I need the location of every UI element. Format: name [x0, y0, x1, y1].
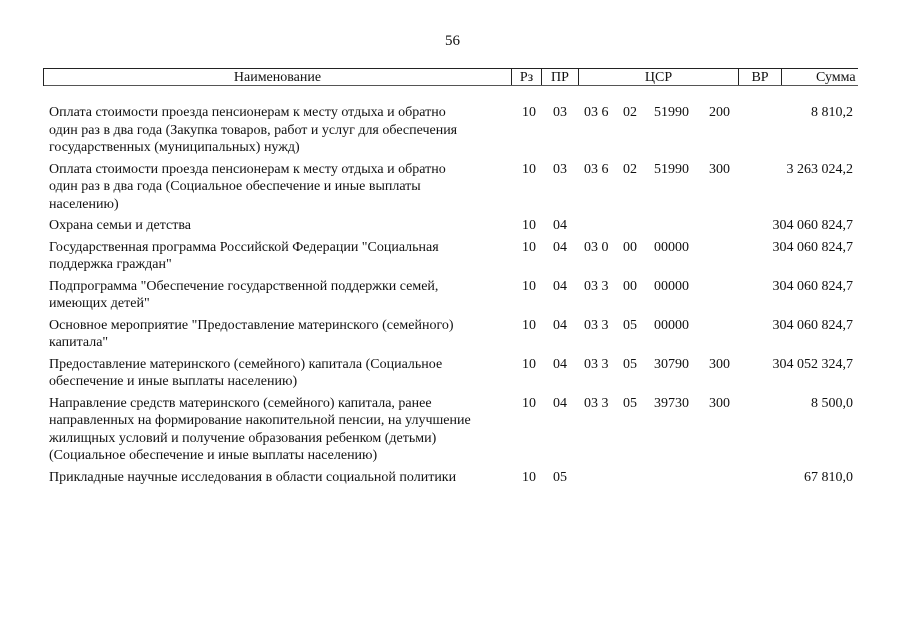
row-csr-event: 00 — [623, 278, 637, 294]
header-sum: Сумма — [816, 70, 856, 85]
row-sum: 3 263 024,2 — [786, 161, 853, 177]
table-row — [0, 317, 905, 352]
row-rz: 10 — [522, 161, 536, 177]
row-csr-program: 03 0 — [584, 239, 609, 255]
table-row — [0, 217, 905, 235]
row-csr-program: 03 3 — [584, 356, 609, 372]
row-csr-event: 05 — [623, 395, 637, 411]
row-csr-program: 03 3 — [584, 395, 609, 411]
row-pr: 04 — [553, 356, 567, 372]
row-name: Основное мероприятие "Предоставление материнского (семейного) капитала" — [49, 317, 454, 350]
row-name: Подпрограмма "Обеспечение государственной поддержки семей, имеющих детей" — [49, 278, 439, 311]
row-csr-event: 05 — [623, 317, 637, 333]
row-csr-direction: 39730 — [654, 395, 689, 411]
row-csr-program: 03 6 — [584, 105, 609, 120]
row-csr-event: 00 — [623, 239, 637, 255]
table-row — [0, 278, 905, 313]
row-name: Оплата стоимости проезда пенсионерам к месту отдыха и обратно один раз в два года (Закупка товаров, работ и услуг для обеспечения государственных (муниципальных) нужд) — [49, 105, 458, 155]
row-pr: 05 — [553, 469, 567, 485]
row-name: Прикладные научные исследования в области социальной политики — [49, 469, 457, 485]
row-name: Оплата стоимости проезда пенсионерам к месту отдыха и обратно один раз в два года (Социальное обеспечение и иные выплаты населению) — [49, 161, 446, 212]
row-pr: 04 — [553, 239, 567, 255]
row-name: Государственная программа Российской Федерации "Социальная поддержка граждан" — [49, 239, 439, 272]
row-vr: 300 — [709, 395, 730, 411]
row-rz: 10 — [522, 395, 536, 411]
row-csr-event: 05 — [623, 356, 637, 372]
row-rz: 10 — [522, 218, 536, 233]
header-csr: ЦСР — [579, 69, 739, 86]
row-csr-program: 03 3 — [584, 317, 609, 333]
row-csr-direction: 00000 — [654, 278, 689, 294]
row-csr-program: 03 3 — [584, 278, 609, 294]
row-name: Предоставление материнского (семейного) капитала (Социальное обеспечение и иные выплаты населению) — [49, 356, 443, 389]
row-csr-direction: 51990 — [654, 105, 689, 120]
row-sum: 304 052 324,7 — [772, 356, 853, 372]
table-body — [0, 104, 905, 490]
row-rz: 10 — [522, 356, 536, 372]
row-name: Направление средств материнского (семейного) капитала, ранее направленных на формирование накопительной пенсии, на улучшение жилищных условий и получение образования ребенком (детьми) (Социальное обеспечение и иные выплаты населению) — [49, 395, 471, 463]
table-row — [0, 161, 905, 214]
row-pr: 03 — [553, 105, 567, 120]
row-csr-event: 02 — [623, 105, 637, 120]
row-pr: 03 — [553, 161, 567, 177]
row-csr-direction: 51990 — [654, 161, 689, 177]
row-pr: 04 — [553, 395, 567, 411]
table-row — [0, 469, 905, 487]
header-underline — [44, 85, 858, 86]
row-sum: 8 500,0 — [811, 395, 853, 411]
row-sum: 67 810,0 — [804, 469, 853, 485]
row-rz: 10 — [522, 317, 536, 333]
row-sum: 304 060 824,7 — [772, 239, 853, 255]
row-rz: 10 — [522, 239, 536, 255]
row-csr-event: 02 — [623, 161, 637, 177]
table-header — [43, 68, 858, 86]
row-vr: 200 — [709, 105, 730, 120]
table-row — [0, 239, 905, 274]
header-rz: Рз — [512, 69, 542, 86]
row-vr: 300 — [709, 356, 730, 372]
row-name: Охрана семьи и детства — [49, 218, 191, 233]
header-name: Наименование — [44, 69, 512, 86]
header-pr: ПР — [542, 69, 579, 86]
table-row — [0, 356, 905, 391]
header-vr: ВР — [739, 69, 782, 86]
row-sum: 304 060 824,7 — [772, 317, 853, 333]
row-rz: 10 — [522, 469, 536, 485]
row-csr-direction: 00000 — [654, 239, 689, 255]
row-sum: 304 060 824,7 — [772, 278, 853, 294]
row-pr: 04 — [553, 218, 567, 233]
row-rz: 10 — [522, 105, 536, 120]
table-row — [0, 395, 905, 465]
row-sum: 8 810,2 — [811, 105, 853, 120]
row-rz: 10 — [522, 278, 536, 294]
row-pr: 04 — [553, 278, 567, 294]
row-vr: 300 — [709, 161, 730, 177]
row-csr-direction: 30790 — [654, 356, 689, 372]
row-csr-program: 03 6 — [584, 161, 609, 177]
page-number: 56 — [445, 33, 460, 49]
table-row — [0, 104, 905, 157]
row-csr-direction: 00000 — [654, 317, 689, 333]
row-sum: 304 060 824,7 — [772, 218, 853, 233]
row-pr: 04 — [553, 317, 567, 333]
